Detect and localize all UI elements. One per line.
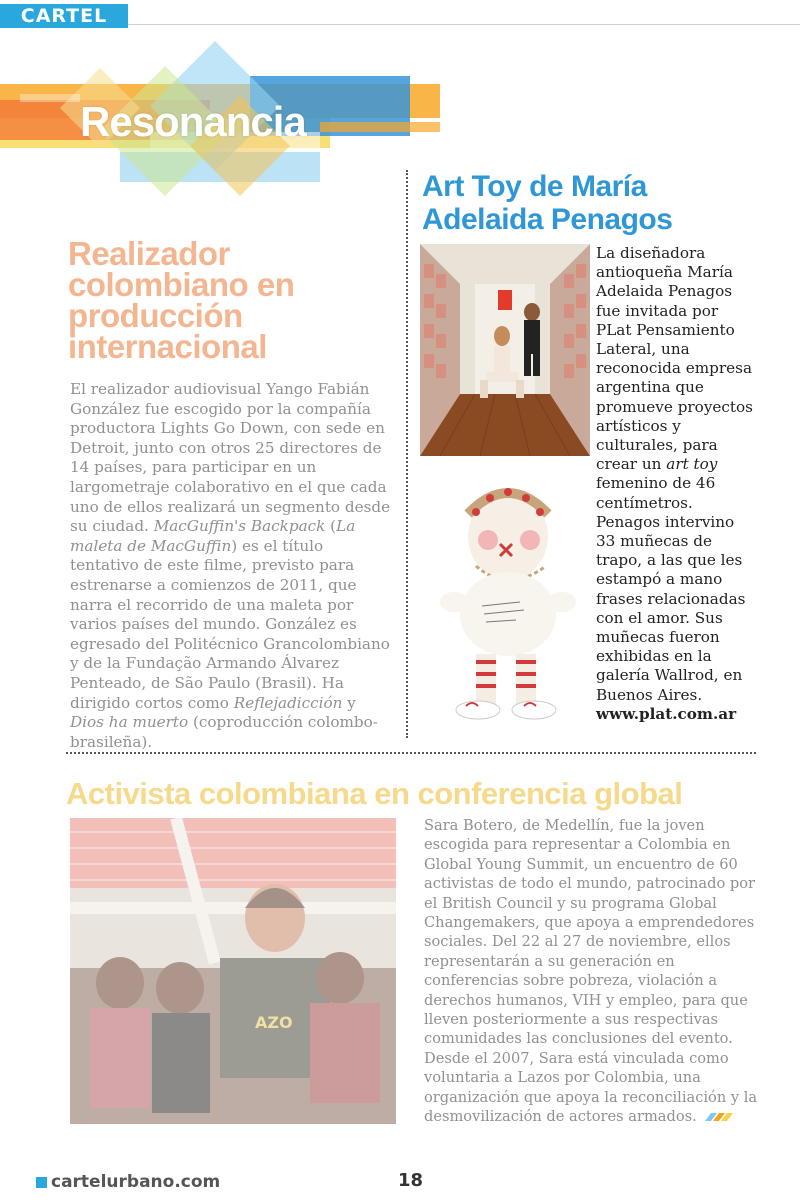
article-bottom-body-text: Sara Botero, de Medellín, fue la joven escogida para representar a Colombia en Global Young Summit, un encuentro de 60 activistas de todo el mundo, patrocinado por el British Council y su programa Global Changemakers, que apoya a emprendedores sociales. Del 22 al 27 de noviembre, ellos representarán a su generación en conferencias sobre pobreza, violación a derechos humanos, VIH y empleo, para que lleven posteriormente a sus respectivas comunidades las conclusiones del evento. Desde el 2007, Sara está vinculada como voluntaria a Lazos por Colombia, una organización que apoya la reconciliación y la desmovilización de actores armados. — [424, 817, 758, 1126]
horizontal-divider — [66, 752, 756, 754]
italic-title: La maleta de MacGuffin — [70, 517, 356, 555]
art-toy-exhibition-photo — [420, 244, 590, 456]
footer-site-text: cartelurbano.com — [51, 1172, 221, 1192]
section-title: Resonancia — [80, 98, 306, 145]
body-text-run: La diseñadora antioqueña María Adelaida Penagos fue invitada por PLat Pensamiento Lateral, una reconocida empresa argentina que promueve proyectos artísticos y culturales, para crear un — [596, 244, 753, 474]
article-left-headline: Realizador colombiano en producción internacional — [68, 235, 295, 365]
end-mark-icon — [701, 1113, 735, 1121]
body-text-run: ( — [325, 517, 337, 536]
body-text-run: femenino de 46 centímetros. Penagos intervino 33 muñecas de trapo, a las que les estampó a mano frases relacionadas con el amor. Sus muñecas fueron exhibidas en la galería Wallrod, en Buenos Aires. — [596, 474, 746, 704]
body-text-run: ) es el título tentativo de este filme, previsto para estrenarse a comienzos de 2011, que narra el recorrido de una maleta por varios países del mundo. González es egresado del Politécnico Grancolombiano y de la Fundação Armando Álvarez Penteado, de São Paulo (Brasil). Ha dirigido cortos como — [70, 536, 390, 712]
footer-site-link[interactable] — [36, 1172, 220, 1192]
italic-title: Dios ha muerto — [70, 713, 189, 732]
article-right-body — [596, 244, 756, 724]
page-number: 18 — [398, 1170, 424, 1191]
plat-website-link[interactable]: www.plat.com.ar — [596, 704, 737, 723]
article-bottom-headline: Activista colombiana en conferencia global — [66, 776, 683, 811]
article-bottom-body — [424, 816, 760, 1127]
activist-group-photo — [70, 818, 396, 1124]
header-rule — [128, 24, 800, 25]
body-text-run: y — [342, 693, 356, 712]
italic-title: MacGuffin's Backpack — [153, 517, 326, 536]
italic-title: art toy — [666, 455, 718, 474]
italic-title: Reflejadicción — [233, 693, 343, 712]
art-toy-doll-image — [436, 474, 586, 722]
body-text-run: El realizador audiovisual Yango Fabián González fue escogido por la compañía productora Lights Go Down, con sede en Detroit, junto con otros 25 directores de 14 países, para participar en un largometraje colaborativo en el que cada uno de ellos realizará un segmento desde su ciudad. — [70, 380, 391, 536]
article-left-body — [70, 380, 392, 752]
svg-text:AZO: AZO — [255, 1013, 293, 1032]
magazine-logo: CARTEL — [0, 4, 128, 28]
vertical-divider — [406, 170, 408, 738]
body-text-run: (coproducción colombo-brasileña). — [70, 713, 378, 751]
article-right-headline: Art Toy de María Adelaida Penagos — [422, 170, 673, 236]
footer-square-icon — [36, 1177, 47, 1188]
